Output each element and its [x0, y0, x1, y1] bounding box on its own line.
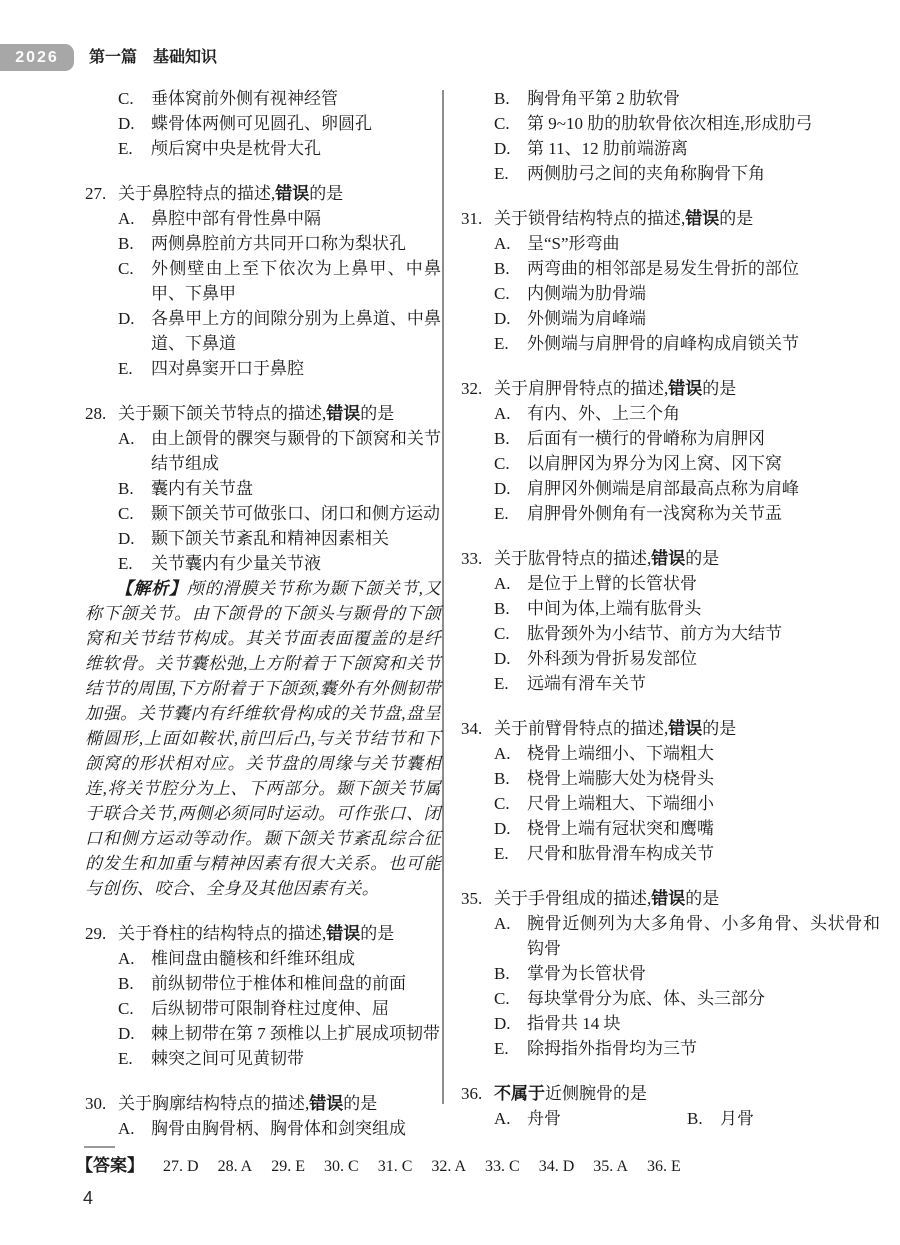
answer-item: 31. C	[377, 1158, 413, 1175]
option-text: 呈“S”形弯曲	[527, 234, 620, 253]
option-row	[85, 306, 441, 356]
option	[118, 86, 441, 111]
answer-item: 28. A	[217, 1158, 253, 1175]
stem-bold-text: 错误	[326, 404, 361, 423]
option-row	[85, 1046, 441, 1071]
option-letter: D.	[494, 139, 511, 158]
option-text: 内侧端为肋骨端	[527, 284, 646, 303]
option	[118, 206, 441, 231]
option-row	[461, 401, 880, 426]
question-head	[461, 376, 880, 401]
option-row	[461, 111, 880, 136]
options-block	[85, 86, 441, 161]
option-row	[461, 256, 880, 281]
stem-bold-text: 错误	[651, 889, 686, 908]
stem-text: 关于手骨组成的描述,	[494, 889, 652, 908]
answer-item: 36. E	[646, 1158, 681, 1175]
section-name: 基础知识	[153, 49, 218, 66]
section-title	[89, 44, 217, 71]
option-row	[461, 741, 880, 766]
option-letter: E.	[118, 554, 133, 573]
option-row	[461, 986, 880, 1011]
option-text: 外侧壁由上至下依次为上鼻甲、中鼻甲、下鼻甲	[151, 259, 441, 303]
option-row	[85, 256, 441, 306]
option-row	[461, 451, 880, 476]
option-text: 舟骨	[527, 1109, 561, 1128]
question-block	[85, 181, 441, 381]
option-row	[461, 911, 880, 961]
option	[494, 571, 880, 596]
stem-bold-text: 错误	[275, 184, 310, 203]
option-row	[85, 86, 441, 111]
option-letter: E.	[494, 674, 509, 693]
stem-text: 的是	[360, 404, 395, 423]
option-letter: C.	[494, 454, 510, 473]
stem-bold-text: 错误	[309, 1094, 344, 1113]
question-head	[461, 546, 880, 571]
option	[118, 971, 441, 996]
stem-text: 关于前臂骨特点的描述,	[494, 719, 669, 738]
option	[118, 306, 441, 356]
option-letter: C.	[118, 259, 134, 278]
option-row	[85, 996, 441, 1021]
option-letter: C.	[494, 989, 510, 1008]
option-row	[85, 526, 441, 551]
option-letter: D.	[118, 114, 135, 133]
question-block	[85, 401, 441, 901]
option	[494, 401, 880, 426]
option	[494, 111, 880, 136]
option-letter: B.	[494, 599, 510, 618]
option-row	[461, 86, 880, 111]
option	[118, 111, 441, 136]
option	[118, 946, 441, 971]
option	[118, 256, 441, 306]
answers-label: 【答案】	[76, 1156, 144, 1175]
stem-text: 的是	[309, 184, 344, 203]
option-text: 第 9~10 肋的肋软骨依次相连,形成肋弓	[527, 114, 813, 133]
stem-text: 关于鼻腔特点的描述,	[118, 184, 276, 203]
stem-text: 关于脊柱的结构特点的描述,	[118, 924, 327, 943]
answer-item: 27. D	[163, 1158, 199, 1175]
option-letter: B.	[494, 89, 510, 108]
question-number: 34.	[461, 719, 483, 738]
option-text: 各鼻甲上方的间隙分别为上鼻道、中鼻道、下鼻道	[151, 309, 441, 353]
stem-text: 的是	[343, 1094, 378, 1113]
option-letter: D.	[494, 649, 511, 668]
question-number: 29.	[85, 924, 107, 943]
analysis-label: 【解析】	[115, 579, 187, 598]
stem-text: 关于肩胛骨特点的描述,	[494, 379, 669, 398]
option-text: 由上颌骨的髁突与颞骨的下颌窝和关节结节组成	[151, 429, 441, 473]
question-number: 27.	[85, 184, 107, 203]
option-row	[461, 621, 880, 646]
option-row	[85, 426, 441, 476]
option-text: 棘突之间可见黄韧带	[151, 1049, 304, 1068]
option-text: 是位于上臂的长管状骨	[527, 574, 697, 593]
option-row	[461, 331, 880, 356]
option-letter: D.	[118, 529, 135, 548]
question-block	[461, 716, 880, 866]
option-row	[85, 136, 441, 161]
analysis-paragraph: 【解析】颅的滑膜关节称为颞下颌关节,又称下颌关节。由下颌骨的下颌头与颞骨的下颌窝和关节结节构成。其关节面表面覆盖的是纤维软骨。关节囊松弛,上方附着于下颌窝和关节结节的周围,下方附着于下颌颈,囊外有外侧韧带加强。关节囊内有纤维软骨构成的关节盘,盘呈椭圆形,上面如鞍状,前凹后凸,与关节结节和下颌窝的形状相对应。关节盘的周缘与关节囊相连,将关节腔分为上、下两部分。颞下颌关节属于联合关节,两侧必须同时运动。可作张口、闭口和侧方运动等动作。颞下颌关节紊乱综合征的发生和加重与精神因素有很大关系。也可能与创伤、咬合、全身及其他因素有关。	[85, 579, 442, 898]
option-text: 两弯曲的相邻部是易发生骨折的部位	[527, 259, 799, 278]
option-letter: E.	[494, 1039, 509, 1058]
option	[494, 741, 880, 766]
option-row	[461, 426, 880, 451]
option-row	[85, 231, 441, 256]
option-text: 外侧端与肩胛骨的肩峰构成肩锁关节	[527, 334, 799, 353]
option-text: 胸骨角平第 2 肋软骨	[527, 89, 680, 108]
stem-text: 关于胸廓结构特点的描述,	[118, 1094, 310, 1113]
question-block	[85, 1091, 441, 1141]
option	[118, 476, 441, 501]
option	[687, 1106, 880, 1131]
option	[494, 136, 880, 161]
option-row	[461, 791, 880, 816]
page-number: 4	[83, 1188, 94, 1208]
question-block	[461, 206, 880, 356]
stem-text: 的是	[702, 719, 737, 738]
answer-item: 30. C	[324, 1158, 359, 1175]
option-text: 椎间盘由髓核和纤维环组成	[151, 949, 355, 968]
option-text: 两侧肋弓之间的夹角称胸骨下角	[527, 164, 765, 183]
option-row	[461, 646, 880, 671]
option	[494, 256, 880, 281]
option-row	[85, 946, 441, 971]
option-text: 除拇指外指骨均为三节	[527, 1039, 697, 1058]
option-text: 远端有滑车关节	[527, 674, 646, 693]
option-letter: B.	[118, 974, 134, 993]
stem-bold-text: 不属于	[494, 1084, 545, 1103]
option	[494, 1036, 880, 1061]
question-block	[461, 376, 880, 526]
option	[494, 961, 880, 986]
option-text: 桡骨上端细小、下端粗大	[527, 744, 714, 763]
option-text: 月骨	[720, 1109, 754, 1128]
option-text: 第 11、12 肋前端游离	[527, 139, 688, 158]
option	[494, 986, 880, 1011]
stem-text: 关于肱骨特点的描述,	[494, 549, 652, 568]
option-row	[461, 1036, 880, 1061]
option-letter: B.	[118, 479, 134, 498]
option-text: 桡骨上端膨大处为桡骨头	[527, 769, 714, 788]
question-stem	[494, 886, 880, 911]
question-stem	[494, 1081, 880, 1106]
option-letter: E.	[118, 139, 133, 158]
question-number: 36.	[461, 1084, 483, 1103]
stem-bold-text: 错误	[326, 924, 361, 943]
option-row	[461, 961, 880, 986]
option-text: 外侧端为肩峰端	[527, 309, 646, 328]
option	[494, 331, 880, 356]
question-block	[461, 546, 880, 696]
option-text: 外科颈为骨折易发部位	[527, 649, 697, 668]
option-text: 垂体窝前外侧有视神经管	[151, 89, 338, 108]
option	[118, 996, 441, 1021]
option-text: 颞下颌关节可做张口、闭口和侧方运动	[151, 504, 440, 523]
option-text: 指骨共 14 块	[527, 1014, 621, 1033]
option-row	[461, 671, 880, 696]
option-text: 囊内有关节盘	[151, 479, 253, 498]
option-row	[461, 306, 880, 331]
option-text: 前纵韧带位于椎体和椎间盘的前面	[151, 974, 406, 993]
column-divider	[442, 90, 444, 1104]
option	[494, 86, 880, 111]
option-text: 以肩胛冈为界分为冈上窝、冈下窝	[527, 454, 782, 473]
option-text: 胸骨由胸骨柄、胸骨体和剑突组成	[151, 1119, 406, 1138]
option-text: 棘上韧带在第 7 颈椎以上扩展成项韧带	[151, 1024, 440, 1043]
option	[494, 306, 880, 331]
option-letter: A.	[494, 744, 511, 763]
option	[494, 646, 880, 671]
option	[494, 451, 880, 476]
option-text: 鼻腔中部有骨性鼻中隔	[151, 209, 321, 228]
option	[118, 1116, 441, 1141]
option-letter: B.	[494, 964, 510, 983]
question-head	[461, 716, 880, 741]
option-row	[461, 231, 880, 256]
option-letter: A.	[118, 209, 135, 228]
option-letter: C.	[494, 624, 510, 643]
option-text: 尺骨和肱骨滑车构成关节	[527, 844, 714, 863]
option-row	[461, 816, 880, 841]
option-letter: D.	[494, 479, 511, 498]
option-text: 肩胛骨外侧角有一浅窝称为关节盂	[527, 504, 782, 523]
question-stem	[118, 1091, 441, 1116]
option-row	[85, 501, 441, 526]
option	[494, 816, 880, 841]
stem-bold-text: 错误	[668, 379, 703, 398]
option-row	[461, 136, 880, 161]
option-row	[461, 161, 880, 186]
option-letter: A.	[494, 914, 511, 933]
stem-text: 关于颞下颌关节特点的描述,	[118, 404, 327, 423]
option-row	[85, 1021, 441, 1046]
option-row	[461, 571, 880, 596]
option-letter: C.	[494, 114, 510, 133]
option-text: 肩胛冈外侧端是肩部最高点称为肩峰	[527, 479, 799, 498]
option	[494, 621, 880, 646]
stem-text: 的是	[360, 924, 395, 943]
option-letter: C.	[118, 999, 134, 1018]
question-number: 32.	[461, 379, 483, 398]
option-text: 掌骨为长管状骨	[527, 964, 646, 983]
option-letter: A.	[494, 234, 511, 253]
option-row	[461, 1011, 880, 1036]
option-letter: A.	[118, 1119, 135, 1138]
option-text: 每块掌骨分为底、体、头三部分	[527, 989, 765, 1008]
answer-item: 35. A	[593, 1158, 628, 1175]
answer-line	[76, 1153, 681, 1179]
option	[494, 791, 880, 816]
option-letter: E.	[494, 844, 509, 863]
option-text: 颞下颌关节紊乱和精神因素相关	[151, 529, 389, 548]
option	[494, 426, 880, 451]
option-row	[85, 551, 441, 576]
option	[494, 1106, 687, 1131]
option	[118, 1021, 441, 1046]
option	[118, 356, 441, 381]
option-letter: B.	[118, 234, 134, 253]
option	[118, 551, 441, 576]
stem-text: 近侧腕骨的是	[545, 1084, 647, 1103]
question-head	[461, 206, 880, 231]
option-letter: C.	[118, 89, 134, 108]
option	[494, 501, 880, 526]
question-number: 30.	[85, 1094, 107, 1113]
option-letter: B.	[494, 259, 510, 278]
option	[118, 1046, 441, 1071]
answer-rule	[84, 1146, 115, 1148]
option-row	[461, 841, 880, 866]
option-letter: D.	[494, 309, 511, 328]
option-row	[85, 356, 441, 381]
option-text: 蝶骨体两侧可见圆孔、卵圆孔	[151, 114, 372, 133]
right-column	[461, 86, 880, 1131]
answer-items	[144, 1153, 681, 1179]
option-row	[85, 111, 441, 136]
option-letter: A.	[118, 949, 135, 968]
option-text: 腕骨近侧列为大多角骨、小多角骨、头状骨和钩骨	[527, 914, 880, 958]
option-row	[461, 766, 880, 791]
option	[494, 841, 880, 866]
option-letter: E.	[118, 359, 133, 378]
option-text: 颅后窝中央是枕骨大孔	[151, 139, 321, 158]
question-head	[85, 401, 441, 426]
option	[494, 161, 880, 186]
option-row	[461, 501, 880, 526]
option-letter: D.	[494, 819, 511, 838]
answer-item: 33. C	[485, 1158, 520, 1175]
question-head	[85, 921, 441, 946]
option	[494, 231, 880, 256]
question-block	[461, 886, 880, 1061]
option-letter: B.	[494, 769, 510, 788]
option	[494, 671, 880, 696]
question-number: 35.	[461, 889, 483, 908]
option-letter: A.	[494, 1109, 511, 1128]
option	[494, 281, 880, 306]
option-letter: A.	[494, 404, 511, 423]
option-letter: E.	[118, 1049, 133, 1068]
option-text: 肱骨颈外为小结节、前方为大结节	[527, 624, 782, 643]
option-row	[85, 206, 441, 231]
option-letter: C.	[494, 284, 510, 303]
option	[118, 231, 441, 256]
option-text: 四对鼻窦开口于鼻腔	[151, 359, 304, 378]
option-row	[85, 1116, 441, 1141]
question-stem	[494, 376, 880, 401]
stem-bold-text: 错误	[668, 719, 703, 738]
option-letter: B.	[687, 1109, 703, 1128]
question-stem	[118, 921, 441, 946]
question-number: 28.	[85, 404, 107, 423]
option-text: 后纵韧带可限制脊柱过度伸、屈	[151, 999, 389, 1018]
option-text: 后面有一横行的骨嵴称为肩胛冈	[527, 429, 765, 448]
answer-item: 32. A	[431, 1158, 467, 1175]
question-stem	[118, 181, 441, 206]
option-text: 桡骨上端有冠状突和鹰嘴	[527, 819, 714, 838]
option-letter: A.	[494, 574, 511, 593]
question-stem	[494, 206, 880, 231]
question-stem	[118, 401, 441, 426]
question-number: 31.	[461, 209, 483, 228]
stem-text: 关于锁骨结构特点的描述,	[494, 209, 686, 228]
option	[494, 596, 880, 621]
option-letter: C.	[494, 794, 510, 813]
option	[118, 136, 441, 161]
option-letter: E.	[494, 164, 509, 183]
option-text: 尺骨上端粗大、下端细小	[527, 794, 714, 813]
stem-text: 的是	[685, 549, 720, 568]
option	[494, 476, 880, 501]
answer-item: 34. D	[538, 1158, 575, 1175]
question-head	[461, 1081, 880, 1106]
answer-item: 29. E	[271, 1158, 306, 1175]
option-text: 中间为体,上端有肱骨头	[527, 599, 702, 618]
option-row	[85, 476, 441, 501]
option-row	[461, 1106, 880, 1131]
question-head	[85, 1091, 441, 1116]
option	[118, 526, 441, 551]
question-block	[461, 1081, 880, 1131]
option	[494, 911, 880, 961]
left-column	[85, 86, 441, 1141]
option-row	[461, 596, 880, 621]
stem-bold-text: 错误	[651, 549, 686, 568]
option-row	[461, 476, 880, 501]
question-stem	[494, 546, 880, 571]
stem-bold-text: 错误	[685, 209, 720, 228]
option-letter: C.	[118, 504, 134, 523]
year-badge: 2026	[0, 44, 74, 71]
option-letter: E.	[494, 504, 509, 523]
option	[494, 1011, 880, 1036]
option-row	[461, 281, 880, 306]
part-label: 第一篇	[89, 49, 138, 66]
option-text: 两侧鼻腔前方共同开口称为梨状孔	[151, 234, 406, 253]
option-letter: D.	[494, 1014, 511, 1033]
question-head	[85, 181, 441, 206]
option-row	[85, 971, 441, 996]
option	[118, 501, 441, 526]
option	[494, 766, 880, 791]
option	[118, 426, 441, 476]
stem-text: 的是	[685, 889, 720, 908]
option-text: 关节囊内有少量关节液	[151, 554, 321, 573]
option-letter: D.	[118, 1024, 135, 1043]
option-text: 有内、外、上三个角	[527, 404, 680, 423]
question-head	[461, 886, 880, 911]
question-block	[85, 921, 441, 1071]
option-letter: E.	[494, 334, 509, 353]
question-number: 33.	[461, 549, 483, 568]
stem-text: 的是	[702, 379, 737, 398]
question-stem	[494, 716, 880, 741]
options-block	[461, 86, 880, 186]
stem-text: 的是	[719, 209, 754, 228]
option-letter: D.	[118, 309, 135, 328]
option-letter: B.	[494, 429, 510, 448]
option-letter: A.	[118, 429, 135, 448]
